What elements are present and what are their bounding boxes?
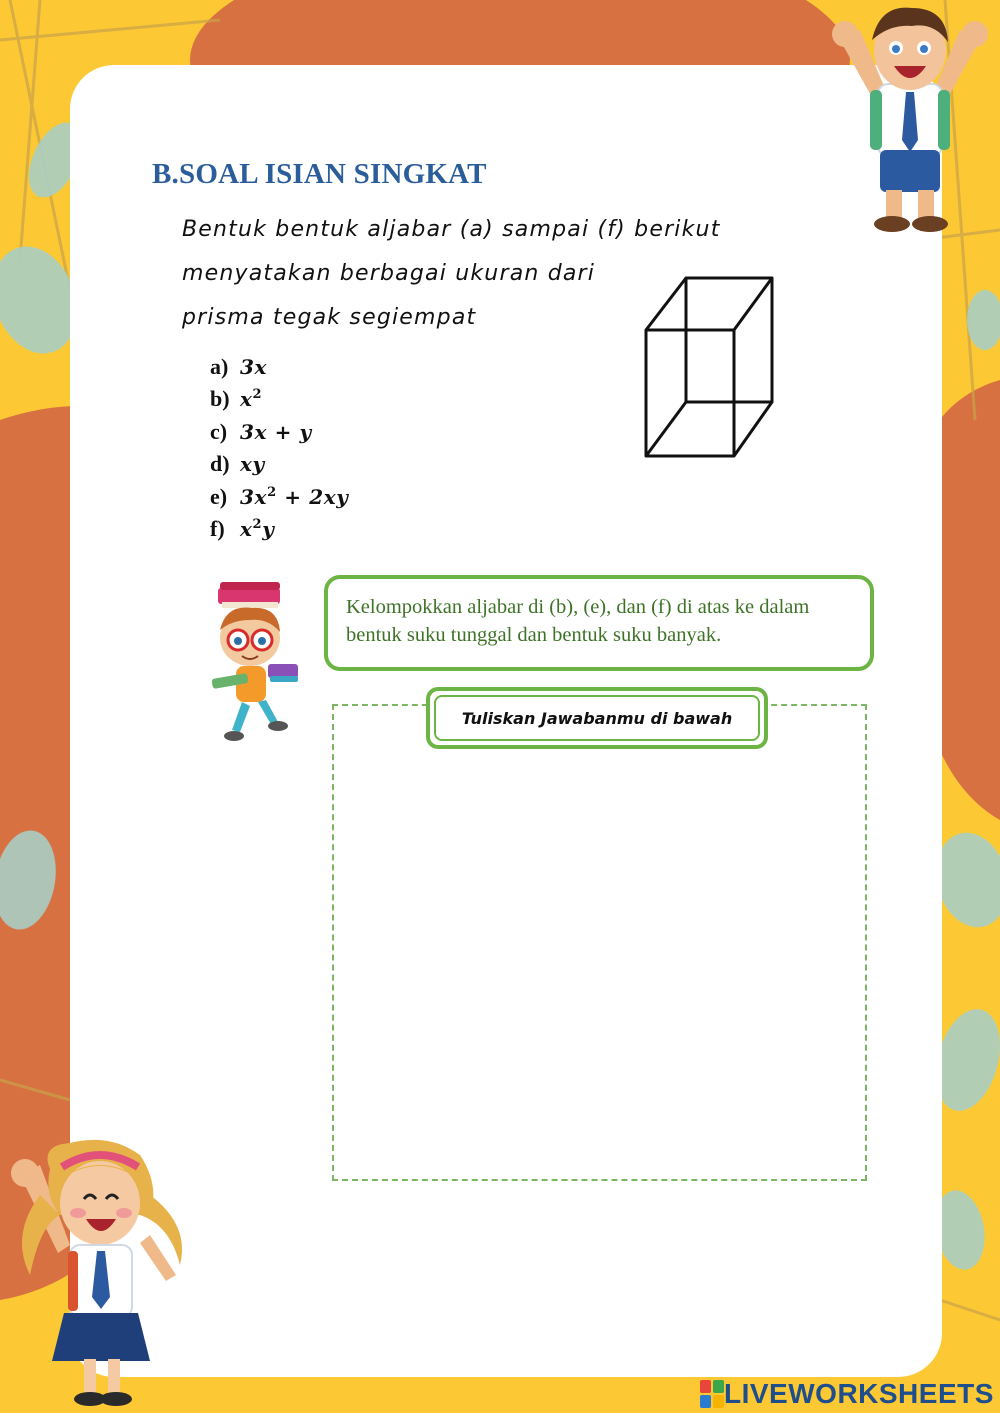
answer-label-text: Tuliskan Jawabanmu di bawah [434,695,760,741]
algebra-item [210,484,348,516]
student-with-books-illustration [206,580,302,745]
item-label: c) [210,418,228,444]
section-title: B.SOAL ISIAN SINGKAT [152,158,487,190]
intro-line: prisma tegak segiempat [182,305,477,330]
algebra-item [210,451,348,483]
algebra-item [210,516,348,548]
liveworksheets-logo [700,1378,994,1410]
intro-line: Bentuk bentuk aljabar (a) sampai (f) berikut [182,217,721,242]
item-expression: $x^2y$ [240,516,275,541]
item-expression: xy [240,452,265,477]
cheering-boy-illustration [820,0,1000,240]
algebra-list [210,354,348,548]
cheering-girl-illustration [0,1125,200,1413]
instruction-box [324,575,874,671]
brand-name: LIVEWORKSHEETS [724,1378,994,1409]
instruction-text: Kelompokkan aljabar di (b), (e), dan (f) di atas ke dalam bentuk suku tunggal dan bentuk suku banyak. [346,596,810,646]
liveworksheets-icon [700,1380,724,1408]
prism-diagram [636,268,780,466]
item-expression: $3x^2 + 2xy$ [240,484,349,509]
algebra-item [210,386,348,418]
item-expression: 3x + y [240,419,312,444]
item-label: a) [210,354,229,379]
algebra-item [210,419,348,451]
algebra-item [210,354,348,386]
item-expression: 3x [240,355,268,379]
item-label: e) [210,483,228,509]
answer-area[interactable] [332,704,867,1181]
item-label: f) [210,515,225,541]
intro-line: menyatakan berbagai ukuran dari [182,261,596,286]
item-label: d) [210,451,230,477]
answer-label-box [426,687,768,749]
item-expression: $x^2$ [240,387,263,412]
item-label: b) [210,386,230,412]
